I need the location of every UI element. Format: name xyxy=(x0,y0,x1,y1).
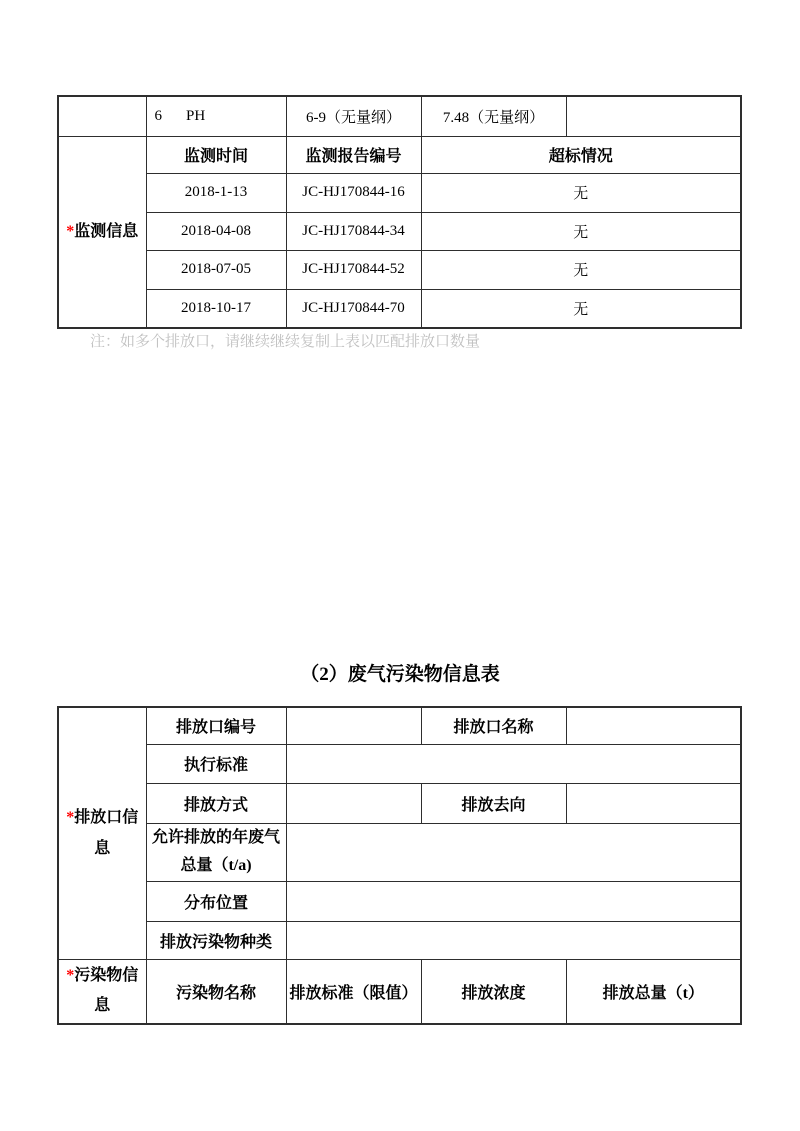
monitoring-info-label: 监测信息 xyxy=(74,222,139,240)
table-row xyxy=(58,882,741,922)
emission-limit-header: 排放标准（限值） xyxy=(286,960,421,1024)
pollutant-types-label: 排放污染物种类 xyxy=(146,922,286,960)
exceed-status-cell: 无 xyxy=(421,212,741,250)
gas-pollutant-table xyxy=(57,706,742,1025)
annual-total-input-cell[interactable] xyxy=(286,823,741,882)
table-row xyxy=(58,707,741,744)
ph-measured-cell: 7.48（无量纲） xyxy=(421,96,566,136)
table-row xyxy=(58,783,741,823)
discharge-destination-label: 排放去向 xyxy=(421,783,566,823)
monitoring-time-header: 监测时间 xyxy=(146,136,286,173)
pollutant-types-input-cell[interactable] xyxy=(286,922,741,960)
table-row xyxy=(58,250,741,289)
monitoring-info-label-cell xyxy=(58,136,146,328)
section-title: （2）废气污染物信息表 xyxy=(300,664,500,685)
report-no-cell: JC-HJ170844-52 xyxy=(286,250,421,289)
total-emission-header: 排放总量（t） xyxy=(566,960,741,1024)
pollutant-name: PH xyxy=(186,107,206,124)
table-row xyxy=(58,173,741,212)
location-input-cell[interactable] xyxy=(286,882,741,922)
report-no-header: 监测报告编号 xyxy=(286,136,421,173)
monitoring-date-cell: 2018-04-08 xyxy=(146,212,286,250)
table-row xyxy=(58,289,741,328)
pollutant-index: 6 xyxy=(154,107,162,124)
table-row xyxy=(58,212,741,250)
ph-standard-cell: 6-9（无量纲） xyxy=(286,96,421,136)
pollutant-ph-cell xyxy=(146,96,286,136)
table-row xyxy=(58,960,741,1024)
exceed-status-cell: 无 xyxy=(421,289,741,328)
required-asterisk: * xyxy=(66,809,75,827)
report-no-cell: JC-HJ170844-34 xyxy=(286,212,421,250)
concentration-header: 排放浓度 xyxy=(421,960,566,1024)
discharge-mode-input-cell[interactable] xyxy=(286,783,421,823)
exec-standard-label: 执行标准 xyxy=(146,744,286,783)
report-no-cell: JC-HJ170844-70 xyxy=(286,289,421,328)
table-row xyxy=(58,96,741,136)
outlet-no-input-cell[interactable] xyxy=(286,707,421,744)
required-asterisk: * xyxy=(66,966,75,984)
exec-standard-input-cell[interactable] xyxy=(286,744,741,783)
required-asterisk: * xyxy=(66,222,75,240)
copy-table-note: 注：如多个排放口，请继续继续复制上表以匹配排放口数量 xyxy=(90,334,481,350)
exceed-status-cell: 无 xyxy=(421,173,741,212)
outlet-info-label: 排放口信息 xyxy=(74,809,139,857)
monitoring-date-cell: 2018-10-17 xyxy=(146,289,286,328)
location-label: 分布位置 xyxy=(146,882,286,922)
annual-total-label: 允许排放的年废气总量（t/a) xyxy=(146,823,286,882)
pollutant-name-header: 污染物名称 xyxy=(146,960,286,1024)
exceed-status-header: 超标情况 xyxy=(421,136,741,173)
outlet-no-label: 排放口编号 xyxy=(146,707,286,744)
monitoring-date-cell: 2018-1-13 xyxy=(146,173,286,212)
pollutant-info-label-cell xyxy=(58,960,146,1024)
water-monitoring-table xyxy=(57,95,742,329)
outlet-info-label-cell xyxy=(58,707,146,960)
table-row xyxy=(58,922,741,960)
table-row xyxy=(58,744,741,783)
outlet-name-input-cell[interactable] xyxy=(566,707,741,744)
empty-cell xyxy=(566,96,741,136)
monitoring-date-cell: 2018-07-05 xyxy=(146,250,286,289)
discharge-destination-input-cell[interactable] xyxy=(566,783,741,823)
report-no-cell: JC-HJ170844-16 xyxy=(286,173,421,212)
exceed-status-cell: 无 xyxy=(421,250,741,289)
discharge-mode-label: 排放方式 xyxy=(146,783,286,823)
table-row xyxy=(58,823,741,882)
pollutant-info-label: 污染物信息 xyxy=(74,966,139,1015)
empty-label-cell xyxy=(58,96,146,136)
outlet-name-label: 排放口名称 xyxy=(421,707,566,744)
table-row xyxy=(58,136,741,173)
